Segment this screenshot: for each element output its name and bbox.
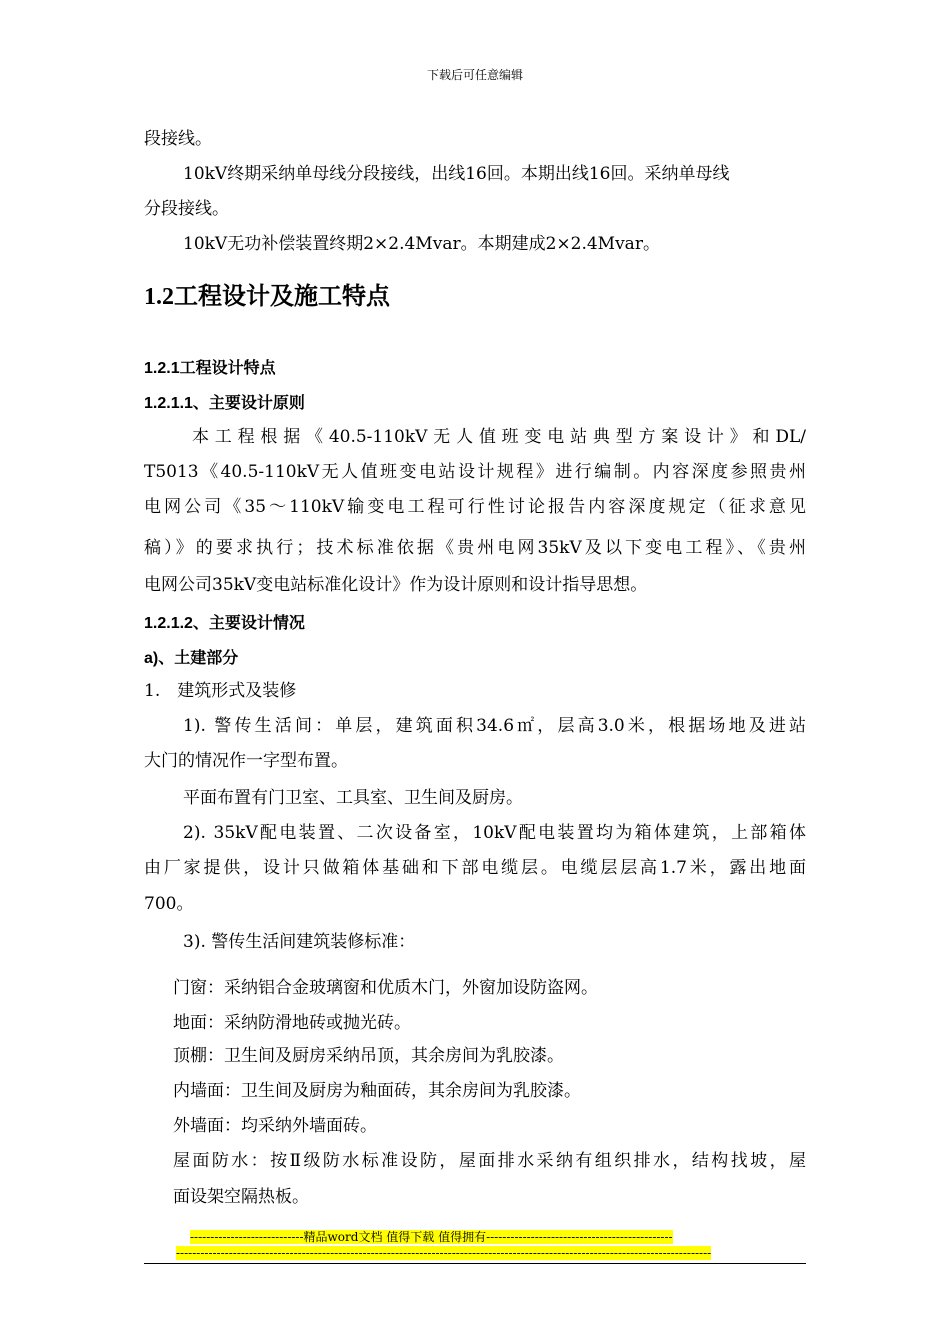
paragraph-line: 3). 警传生活间建筑装修标准： bbox=[183, 932, 416, 952]
paragraph-line: 分段接线。 bbox=[144, 199, 229, 219]
finish-item: 门窗：采纳铝合金玻璃窗和优质木门，外窗加设防盗网。 bbox=[173, 978, 598, 998]
footer-divider bbox=[144, 1263, 806, 1264]
paragraph-line: 电网公司《35～110kV输变电工程可行性讨论报告内容深度规定（征求意见 bbox=[144, 497, 806, 517]
paragraph-line: 稿）》的要求执行；技术标准依据《贵州电网35kV及以下变电工程》、《贵州 bbox=[144, 538, 806, 558]
finish-item: 内墙面：卫生间及厨房为釉面砖，其余房间为乳胶漆。 bbox=[173, 1081, 581, 1101]
finish-item: 顶棚：卫生间及厨房采纳吊顶，其余房间为乳胶漆。 bbox=[173, 1046, 564, 1066]
paragraph-line: 10kV终期采纳单母线分段接线，出线16回。本期出线16回。采纳单母线 bbox=[183, 164, 730, 184]
finish-item: 面设架空隔热板。 bbox=[173, 1187, 309, 1207]
paragraph-line: 平面布置有门卫室、工具室、卫生间及厨房。 bbox=[183, 788, 523, 808]
paragraph-line: 700。 bbox=[144, 894, 194, 914]
finish-item: 地面：采纳防滑地砖或抛光砖。 bbox=[173, 1013, 411, 1033]
paragraph-line: 2). 35kV配电装置、二次设备室，10kV配电装置均为箱体建筑，上部箱体 bbox=[183, 823, 806, 843]
paragraph-line: 10kV无功补偿装置终期2×2.4Mvar。本期建成2×2.4Mvar。 bbox=[183, 234, 660, 254]
page-header: 下载后可任意编辑 bbox=[426, 68, 523, 82]
section-heading-1-2-1-2: 1.2.1.2、主要设计情况 bbox=[144, 615, 305, 632]
paragraph-line: 大门的情况作一字型布置。 bbox=[144, 751, 348, 771]
paragraph-line: 段接线。 bbox=[144, 129, 212, 149]
section-heading-1-2: 1.2工程设计及施工特点 bbox=[144, 284, 390, 310]
paragraph-line: 电网公司35kV变电站标准化设计》作为设计原则和设计指导思想。 bbox=[144, 575, 648, 595]
footer-banner-dashes: ------------------------------------------------------------------------------------------------------------------------------------ bbox=[176, 1246, 712, 1260]
section-heading-1-2-1: 1.2.1工程设计特点 bbox=[144, 360, 276, 377]
paragraph-line: T5013《40.5-110kV无人值班变电站设计规程》进行编制。内容深度参照贵州 bbox=[144, 462, 806, 482]
list-item: 1. 建筑形式及装修 bbox=[144, 681, 297, 701]
paragraph-line: 本工程根据《40.5-110kV无人值班变电站典型方案设计》和DL/ bbox=[192, 427, 806, 447]
footer-banner: ----------------------------精品word文档 值得下载 值得拥有---------------------------------------------- bbox=[190, 1230, 673, 1244]
paragraph-line: 1). 警传生活间：单层，建筑面积34.6㎡，层高3.0米，根据场地及进站 bbox=[183, 716, 806, 736]
section-heading-1-2-1-1: 1.2.1.1、主要设计原则 bbox=[144, 395, 305, 412]
finish-item: 屋面防水：按Ⅱ级防水标准设防，屋面排水采纳有组织排水，结构找坡，屋 bbox=[173, 1151, 806, 1171]
paragraph-line: 由厂家提供，设计只做箱体基础和下部电缆层。电缆层层高1.7米，露出地面 bbox=[144, 858, 806, 878]
subsection-heading-civil: a)、土建部分 bbox=[144, 650, 239, 667]
finish-item: 外墙面：均采纳外墙面砖。 bbox=[173, 1116, 377, 1136]
